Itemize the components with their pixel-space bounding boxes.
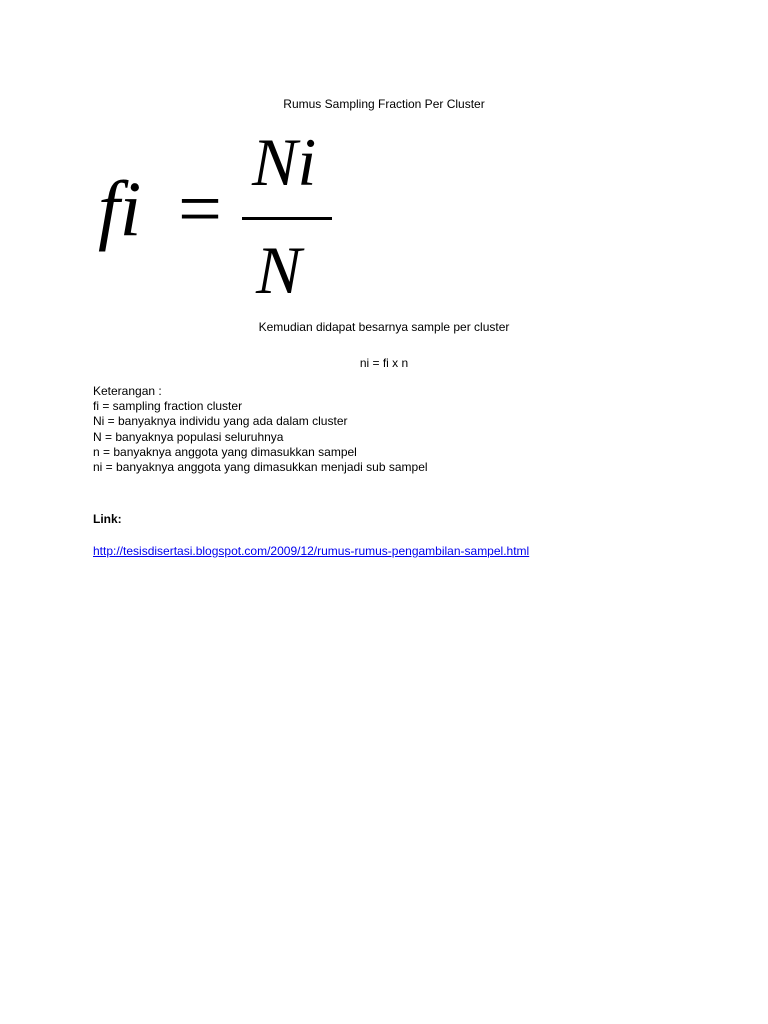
formula-equals: = (178, 165, 222, 252)
formula-denominator: N (256, 232, 302, 308)
notes-item: N = banyaknya populasi seluruhnya (93, 429, 284, 444)
formula-lhs: fi (98, 165, 142, 252)
sampling-fraction-formula (92, 124, 352, 310)
link-label: Link: (93, 512, 122, 526)
notes-heading: Keterangan : (93, 384, 162, 398)
document-title: Rumus Sampling Fraction Per Cluster (283, 97, 485, 111)
notes-item: n = banyaknya anggota yang dimasukkan sampel (93, 444, 357, 459)
notes-item: ni = banyaknya anggota yang dimasukkan menjadi sub sampel (93, 460, 428, 475)
formula-numerator: Ni (252, 124, 317, 200)
source-link[interactable]: http://tesisdisertasi.blogspot.com/2009/12/rumus-rumus-pengambilan-sampel.html (93, 544, 530, 558)
sample-equation: ni = fi x n (359, 356, 409, 370)
then-text: Kemudian didapat besarnya sample per cluster (258, 320, 510, 334)
notes-item: fi = sampling fraction cluster (93, 399, 243, 414)
fraction-bar (242, 217, 332, 220)
notes-item: Ni = banyaknya individu yang ada dalam cluster (93, 414, 348, 429)
notes-block (93, 384, 428, 475)
